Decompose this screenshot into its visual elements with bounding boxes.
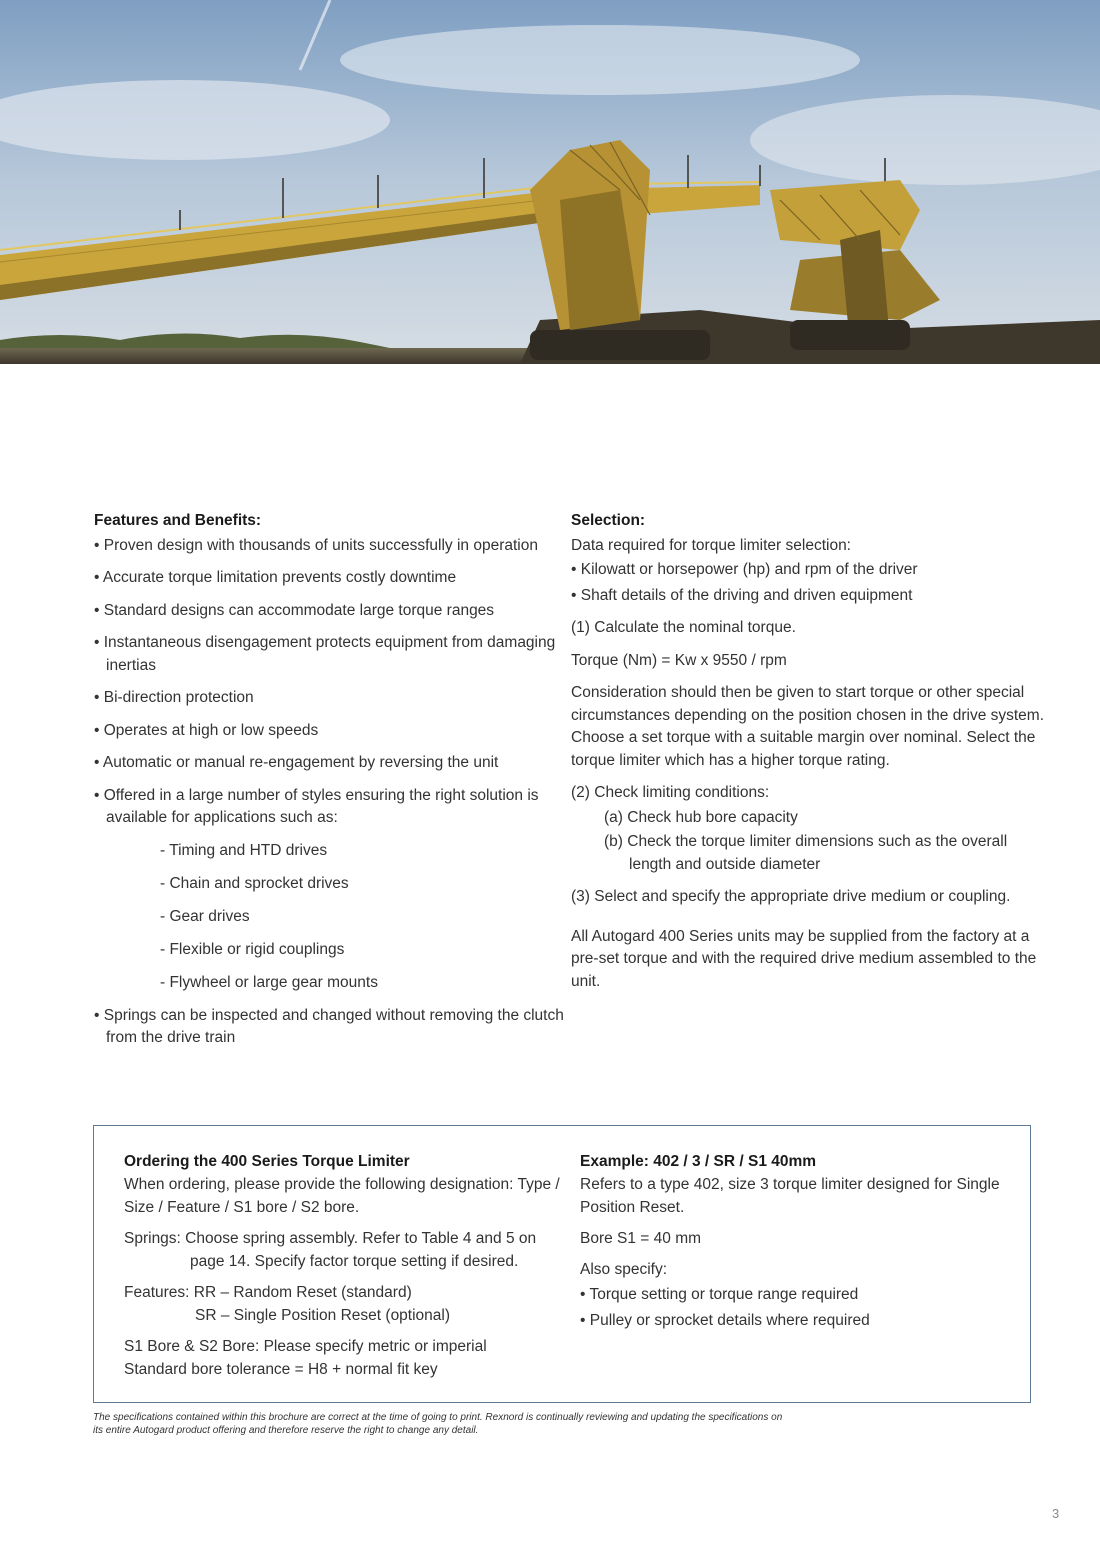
selection-step-1: (1) Calculate the nominal torque. <box>571 619 796 636</box>
selection-consideration: Consideration should then be given to start torque or other special circumstances depending on the position chosen in the drive system. Choose a set torque with a suitable margin over nominal. Select the torque limiter which has a higher torque rating. <box>571 684 1045 769</box>
example-bullet: • Torque setting or torque range required <box>580 1286 859 1303</box>
selection-section <box>571 510 1051 1003</box>
example-description: Refers to a type 402, size 3 torque limiter designed for Single Position Reset. <box>580 1176 1000 1216</box>
ordering-bore-spec: S1 Bore & S2 Bore: Please specify metric or imperial <box>124 1338 487 1355</box>
selection-intro: Data required for torque limiter selection: <box>571 536 851 554</box>
example-section <box>580 1150 1020 1335</box>
feature-bullet: • Operates at high or low speeds <box>94 721 319 739</box>
feature-bullet: • Instantaneous disengagement protects equipment from damaging inertias <box>94 634 556 674</box>
features-section <box>94 510 564 1060</box>
feature-bullet: • Accurate torque limitation prevents costly downtime <box>94 569 457 586</box>
feature-bullet: • Bi-direction protection <box>94 689 254 706</box>
selection-title: Selection: <box>571 512 646 529</box>
features-title: Features and Benefits: <box>94 512 262 529</box>
example-bore: Bore S1 = 40 mm <box>580 1230 702 1247</box>
ordering-section <box>124 1150 564 1381</box>
application-item: - Gear drives <box>160 907 250 925</box>
hero-image <box>0 0 1100 364</box>
ordering-box <box>93 1125 1031 1403</box>
selection-step-3: (3) Select and specify the appropriate drive medium or coupling. <box>571 888 1011 905</box>
torque-formula: Torque (Nm) = Kw x 9550 / rpm <box>571 651 787 669</box>
feature-bullet: • Offered in a large number of styles ensuring the right solution is available for applications such as: <box>94 786 539 826</box>
data-bullet: • Kilowatt or horsepower (hp) and rpm of the driver <box>571 561 918 578</box>
feature-bullet: • Automatic or manual re-engagement by reversing the unit <box>94 754 499 771</box>
application-item: - Flywheel or large gear mounts <box>160 973 378 991</box>
ordering-title: Ordering the 400 Series Torque Limiter <box>124 1153 410 1170</box>
example-bullet: • Pulley or sprocket details where required <box>580 1312 870 1329</box>
feature-bullet: • Standard designs can accommodate large torque ranges <box>94 601 495 619</box>
mining-stacker-photo <box>0 0 1100 364</box>
application-item: - Timing and HTD drives <box>160 841 328 859</box>
example-also-specify: Also specify: <box>580 1261 668 1278</box>
selection-step-2a: (a) Check hub bore capacity <box>604 808 798 826</box>
ordering-bore-tolerance: Standard bore tolerance = H8 + normal fit key <box>124 1361 438 1378</box>
application-item: - Chain and sprocket drives <box>160 874 349 892</box>
selection-step-2b: (b) Check the torque limiter dimensions such as the overall length and outside diameter <box>604 833 1008 873</box>
disclaimer: The specifications contained within this brochure are correct at the time of going to print. Rexnord is continually reviewing and updating the specifications on its entire Autogard product offering and therefore reserve the right to change any detail. <box>93 1412 783 1436</box>
feature-bullet: • Springs can be inspected and changed without removing the clutch from the drive train <box>94 1006 564 1046</box>
application-item: - Flexible or rigid couplings <box>160 940 345 958</box>
selection-step-2: (2) Check limiting conditions: <box>571 784 770 801</box>
feature-bullet: • Proven design with thousands of units successfully in operation <box>94 536 538 554</box>
ordering-intro: When ordering, please provide the following designation: Type / Size / Feature / S1 bore / S2 bore. <box>124 1176 560 1216</box>
ordering-features-rr: Features: RR – Random Reset (standard) <box>124 1284 412 1301</box>
page-number: 3 <box>1052 1506 1060 1521</box>
data-bullet: • Shaft details of the driving and driven equipment <box>571 586 913 604</box>
example-title: Example: 402 / 3 / SR / S1 40mm <box>580 1153 817 1170</box>
selection-supply-note: All Autogard 400 Series units may be supplied from the factory at a pre-set torque and with the required drive medium assembled to the unit. <box>571 927 1037 990</box>
ordering-features-sr: SR – Single Position Reset (optional) <box>195 1307 451 1324</box>
ordering-springs: Springs: Choose spring assembly. Refer to Table 4 and 5 on page 14. Specify factor torque setting if desired. <box>124 1230 537 1270</box>
